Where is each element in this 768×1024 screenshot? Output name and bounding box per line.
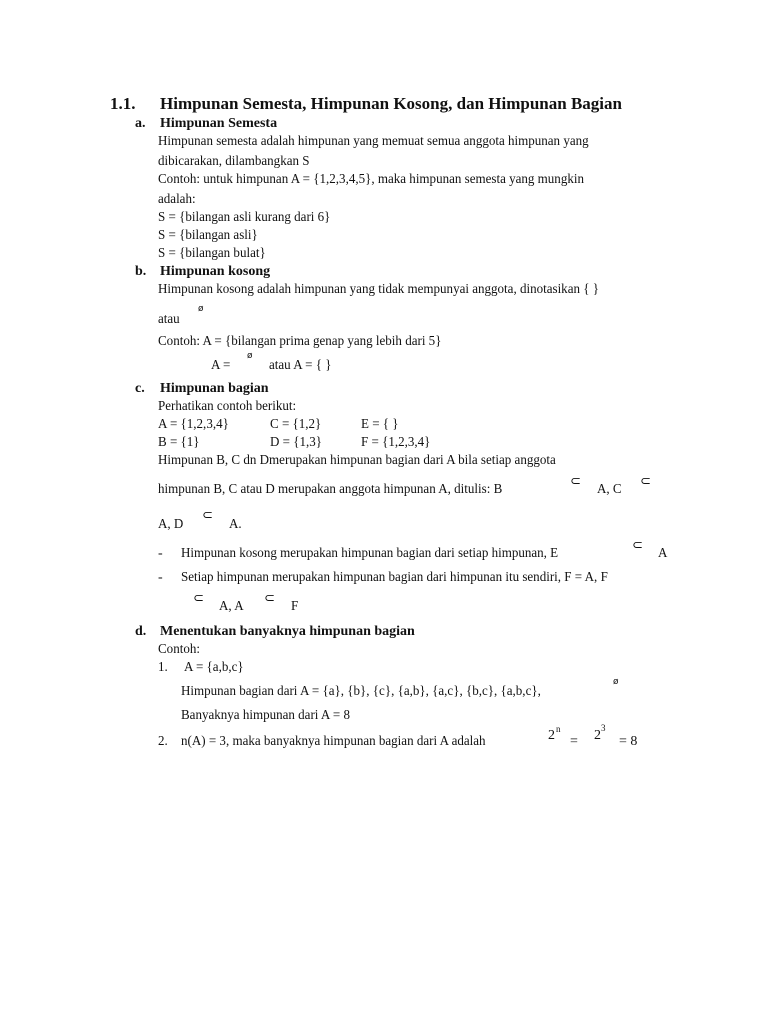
subset-symbol: ⊂	[202, 508, 213, 523]
item1-text: A = {a,b,c}	[184, 660, 244, 675]
subset-symbol: ⊂	[264, 591, 275, 606]
power-base-1: 2	[548, 728, 555, 743]
result-value: = 8	[619, 734, 638, 749]
section-b-result-suffix: atau A = { }	[269, 358, 332, 373]
heading-title: Himpunan Semesta, Himpunan Kosong, dan Himpunan Bagian	[160, 94, 622, 113]
section-c-intro: Perhatikan contoh berikut:	[158, 399, 297, 414]
subset-symbol: ⊂	[570, 474, 581, 489]
section-b-example: Contoh: A = {bilangan prima genap yang lebih dari 5}	[158, 334, 442, 349]
power-exponent-2: 3	[601, 723, 606, 733]
bullet-marker: -	[158, 546, 163, 561]
equals-sign: =	[570, 734, 578, 749]
section-c-line2-part2: A, C	[597, 482, 622, 497]
section-c-line3-part1: A, D	[158, 517, 184, 532]
section-a-line2: dibicarakan, dilambangkan S	[158, 154, 310, 169]
bullet2-part2: A, A	[219, 599, 244, 614]
section-a-line3: Contoh: untuk himpunan A = {1,2,3,4,5}, maka himpunan semesta yang mungkin	[158, 172, 584, 187]
power-exponent-1: n	[556, 724, 561, 734]
section-a-example1: S = {bilangan asli kurang dari 6}	[158, 210, 331, 225]
section-b-title: Himpunan kosong	[160, 264, 271, 279]
bullet-marker: -	[158, 570, 163, 585]
item1-count: Banyaknya himpunan dari A = 8	[181, 708, 350, 723]
item2-text: n(A) = 3, maka banyaknya himpunan bagian dari A adalah	[181, 734, 486, 749]
bullet1-text: Himpunan kosong merupakan himpunan bagian dari setiap himpunan, E	[181, 546, 559, 561]
bullet1-end: A	[658, 546, 668, 561]
set-e: E = { }	[361, 417, 399, 432]
section-c-line3-part2: A.	[229, 517, 242, 532]
section-d-intro: Contoh:	[158, 642, 200, 657]
section-b-result-prefix: A =	[211, 358, 231, 373]
empty-set-symbol: ø	[613, 677, 619, 687]
bullet2-end: F	[291, 599, 299, 614]
section-c-title: Himpunan bagian	[160, 381, 269, 396]
section-d-label: d.	[135, 624, 147, 639]
section-b-line2: atau	[158, 312, 180, 327]
heading-number: 1.1.	[110, 94, 136, 113]
section-c-label: c.	[135, 381, 145, 396]
set-f: F = {1,2,3,4}	[361, 435, 431, 450]
item1-subsets: Himpunan bagian dari A = {a}, {b}, {c}, {a,b}, {a,c}, {b,c}, {a,b,c},	[181, 684, 541, 699]
empty-set-symbol: ø	[198, 304, 204, 314]
set-b: B = {1}	[158, 435, 200, 450]
item2-number: 2.	[158, 734, 168, 749]
set-a: A = {1,2,3,4}	[158, 417, 229, 432]
item1-number: 1.	[158, 660, 168, 675]
set-c: C = {1,2}	[270, 417, 322, 432]
section-a-example2: S = {bilangan asli}	[158, 228, 258, 243]
section-a-example3: S = {bilangan bulat}	[158, 246, 266, 261]
subset-symbol: ⊂	[193, 591, 204, 606]
section-c-line2: himpunan B, C atau D merupakan anggota himpunan A, ditulis: B	[158, 482, 503, 497]
bullet2-text: Setiap himpunan merupakan himpunan bagian dari himpunan itu sendiri, F = A, F	[181, 570, 608, 585]
section-b-label: b.	[135, 264, 147, 279]
section-b-line1: Himpunan kosong adalah himpunan yang tidak mempunyai anggota, dinotasikan { }	[158, 282, 599, 297]
section-a-title: Himpunan Semesta	[160, 116, 278, 131]
section-c-line1: Himpunan B, C dn Dmerupakan himpunan bagian dari A bila setiap anggota	[158, 453, 556, 468]
section-d-title: Menentukan banyaknya himpunan bagian	[160, 624, 415, 639]
power-base-2: 2	[594, 728, 601, 743]
set-d: D = {1,3}	[270, 435, 323, 450]
subset-symbol: ⊂	[640, 474, 651, 489]
empty-set-symbol: ø	[247, 351, 253, 361]
section-a-line4: adalah:	[158, 192, 196, 207]
section-a-label: a.	[135, 116, 146, 131]
section-a-line1: Himpunan semesta adalah himpunan yang memuat semua anggota himpunan yang	[158, 134, 589, 149]
subset-symbol: ⊂	[632, 538, 643, 553]
